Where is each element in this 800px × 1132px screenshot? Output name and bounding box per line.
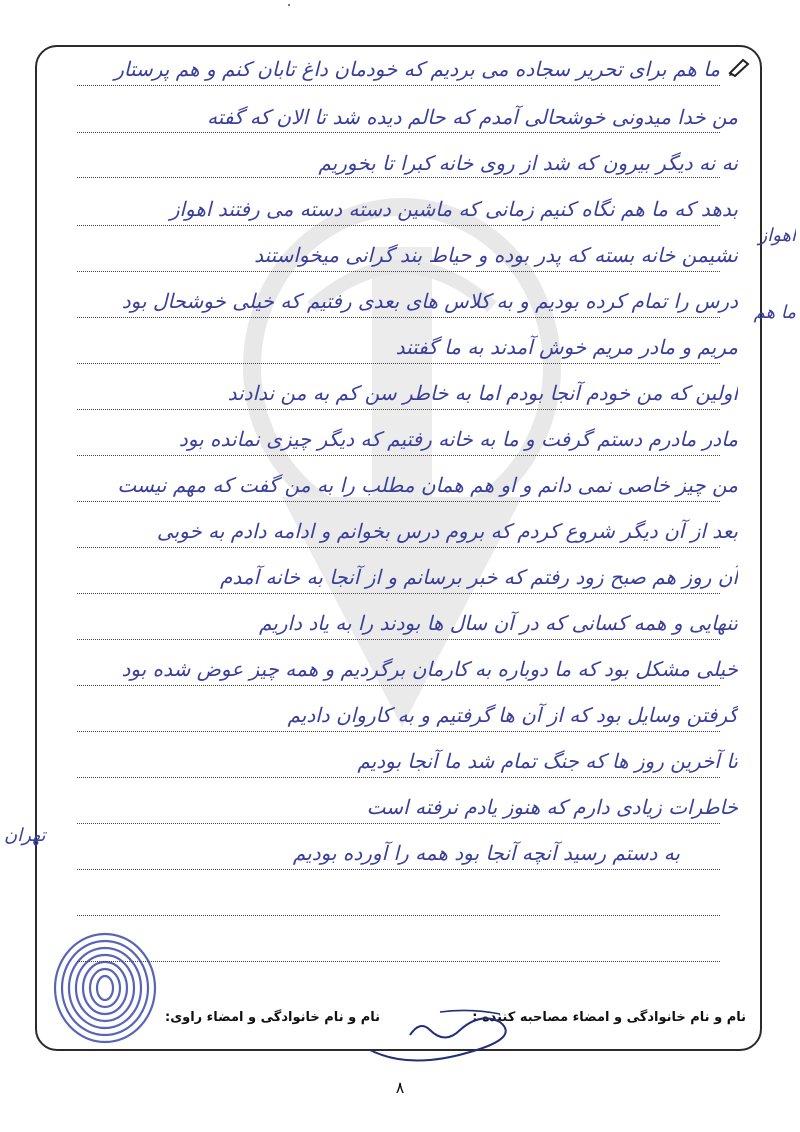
ruled-line <box>77 639 720 640</box>
handwritten-line: خاطرات زیادی دارم که هنوز یادم نرفته است <box>366 795 738 819</box>
margin-note: ما هم <box>753 302 796 323</box>
ruled-line <box>77 271 720 272</box>
handwritten-line: مادر مادرم دستم گرفت و ما به خانه رفتیم که دیگر چیزی نمانده بود <box>178 427 738 451</box>
handwritten-line: گرفتن وسایل بود که از آن ها گرفتیم و به کاروان دادیم <box>287 703 738 727</box>
handwritten-line: بعد از آن دیگر شروع کردم که بروم درس بخوانم و ادامه دادم به خوبی <box>156 519 738 543</box>
ruled-line <box>77 455 720 456</box>
handwritten-line: خیلی مشکل بود که ما دوباره به کارمان برگردیم و همه چیز عوض شده بود <box>121 657 738 681</box>
ruled-line <box>77 177 720 178</box>
ruled-line <box>77 777 720 778</box>
ruled-line <box>77 547 720 548</box>
handwritten-line: تا آخرین روز ها که جنگ تمام شد ما آنجا بودیم <box>357 749 738 773</box>
handwritten-line: به دستم رسید آنچه آنجا بود همه را آورده بودیم <box>292 841 680 865</box>
handwritten-line: من خدا میدونی خوشحالی آمدم که حالم دیده شد تا الان که گفته <box>207 105 738 129</box>
signature <box>350 1000 550 1070</box>
interviewer-signature-label: نام و نام خانوادگی و امضاء مصاحبه کننده : <box>472 1010 746 1025</box>
ruled-line <box>77 961 720 962</box>
ruled-line <box>77 593 720 594</box>
handwritten-line: آن روز هم صبح زود رفتم که خبر برسانم و از آنجا به خانه آمدم <box>220 565 738 589</box>
ruled-line <box>77 132 720 133</box>
margin-note: اهواز <box>758 225 796 246</box>
handwritten-line: نشیمن خانه بسته که پدر بوده و حیاط بند گرانی میخواستند <box>254 243 738 267</box>
ruled-line <box>77 85 720 86</box>
handwritten-line: بدهد که ما هم نگاه کنیم زمانی که ماشین دسته دسته می رفتند اهواز <box>169 197 738 221</box>
handwritten-line: نه نه دیگر بیرون که شد از روی خانه کبرا تا بخوریم <box>318 151 738 175</box>
narrator-signature-label: نام و نام خانوادگی و امضاء راوی: <box>165 1010 380 1025</box>
fingerprint <box>50 930 160 1045</box>
handwritten-line: درس را تمام کرده بودیم و به کلاس های بعدی رفتیم که خیلی خوشحال بود <box>121 289 738 313</box>
ruled-line <box>77 731 720 732</box>
handwritten-line: مریم و مادر مریم خوش آمدند به ما گفتند <box>395 335 738 359</box>
ruled-line <box>77 685 720 686</box>
ruled-line <box>77 915 720 916</box>
margin-note: تهران <box>4 825 46 846</box>
handwritten-line: ما هم برای تحریر سجاده می بردیم که خودمان داغ تابان کنم و هم پرستار <box>114 57 720 81</box>
handwritten-line: اولین که من خودم آنجا بودم اما به خاطر سن کم به من ندادند <box>227 381 738 405</box>
pen-icon <box>728 57 752 77</box>
handwritten-line: تنهایی و همه کسانی که در آن سال ها بودند را به یاد داریم <box>259 611 738 635</box>
page-number: ۸ <box>395 1078 405 1097</box>
ruled-line <box>77 363 720 364</box>
ruled-line <box>77 501 720 502</box>
page-frame <box>35 45 762 1051</box>
scan-speck <box>288 4 290 6</box>
handwritten-line: من چیز خاصی نمی دانم و او هم همان مطلب را به من گفت که مهم نیست <box>117 473 738 497</box>
ruled-line <box>77 409 720 410</box>
ruled-line <box>77 869 720 870</box>
ruled-line <box>77 823 720 824</box>
